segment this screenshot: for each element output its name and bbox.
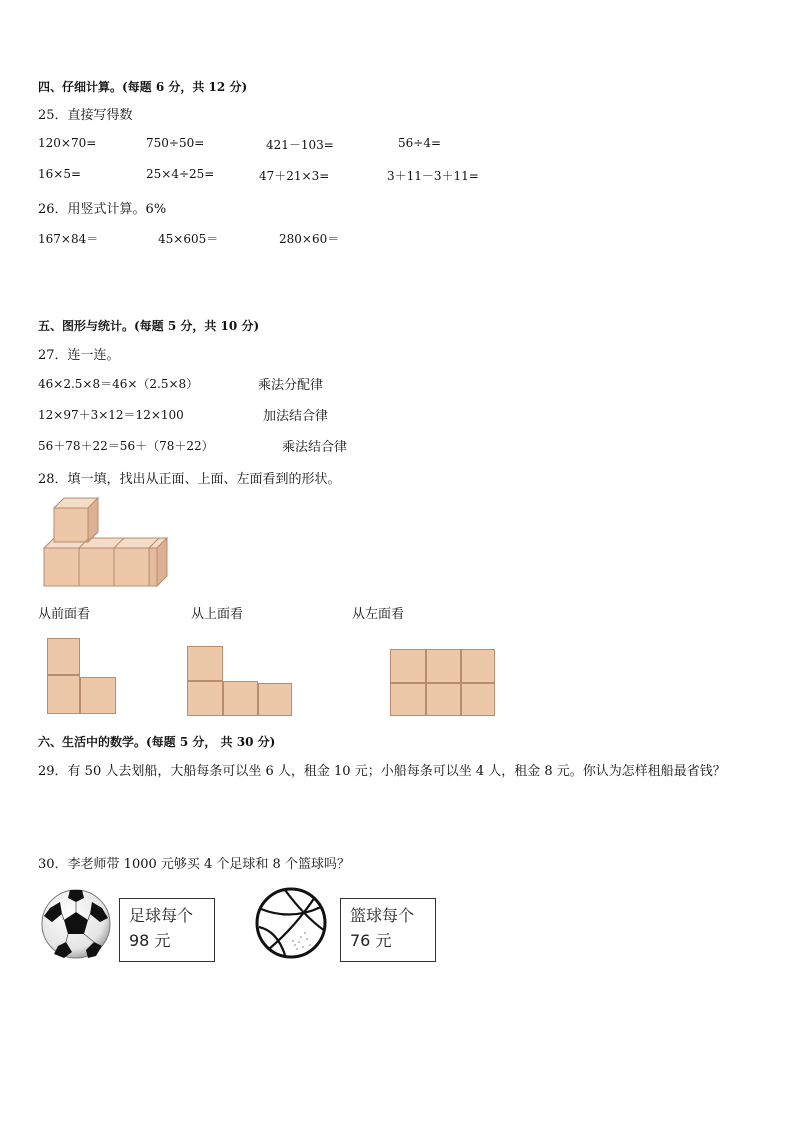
top-view-square — [187, 646, 223, 681]
exercise-16x5: 16×5= — [38, 167, 82, 181]
equation-3: 56＋78＋22＝56＋（78＋22） — [38, 439, 214, 453]
top-view-square — [187, 681, 223, 716]
exercise-120x70: 120×70= — [38, 136, 97, 150]
section4-title: 四、仔细计算。(每题 6 分，共 12 分) — [38, 80, 248, 94]
exercise-3plus11: 3＋11－3＋11= — [387, 169, 479, 183]
law-multiplication-associative: 乘法结合律 — [282, 440, 348, 455]
soccer-price-label: 足球每个 — [129, 906, 194, 925]
view-top-label: 从上面看 — [191, 607, 244, 622]
top-view-square — [223, 681, 258, 716]
exercise-47plus21x3: 47＋21×3= — [259, 169, 330, 183]
section6-title: 六、生活中的数学。(每题 5 分， 共 30 分) — [38, 735, 276, 749]
left-view-square — [390, 683, 426, 716]
left-view-square — [426, 649, 461, 683]
front-view-square — [80, 677, 116, 714]
exercise-421minus103: 421－103= — [266, 138, 334, 152]
exercise-25x4div25: 25×4÷25= — [146, 167, 215, 181]
question-29: 29．有 50 人去划船，大船每条可以坐 6 人，租金 10 元；小船每条可以坐 4 人，租金 8 元。你认为怎样租船最省钱？ — [38, 764, 726, 779]
front-view-square — [47, 675, 80, 714]
cube-stack-figure — [40, 496, 175, 590]
question-27: 27．连一连。 — [38, 348, 120, 363]
question-30: 30．李老师带 1000 元够买 4 个足球和 8 个篮球吗？ — [38, 857, 350, 872]
section5-title: 五、图形与统计。(每题 5 分，共 10 分) — [38, 319, 260, 333]
question-26: 26．用竖式计算。6% — [38, 202, 167, 217]
equation-1: 46×2.5×8＝46×（2.5×8） — [38, 377, 199, 391]
soccer-price-value: 98 元 — [129, 931, 171, 950]
left-view-square — [426, 683, 461, 716]
left-view-square — [390, 649, 426, 683]
basketball-price-label: 篮球每个 — [350, 906, 415, 925]
top-view-square — [258, 683, 292, 716]
front-view-square — [47, 638, 80, 675]
question-28: 28．填一填，找出从正面、上面、左面看到的形状。 — [38, 472, 341, 487]
exercise-45x605: 45×605＝ — [158, 232, 219, 246]
basketball-price-box — [340, 898, 436, 962]
law-addition-associative: 加法结合律 — [263, 409, 329, 424]
question-25: 25．直接写得数 — [38, 108, 133, 123]
left-view-square — [461, 649, 495, 683]
basketball-price-value: 76 元 — [350, 931, 392, 950]
law-distributive: 乘法分配律 — [258, 378, 324, 393]
view-left-label: 从左面看 — [352, 607, 405, 622]
left-view-square — [461, 683, 495, 716]
exercise-750div50: 750÷50= — [146, 136, 205, 150]
soccer-price-box — [119, 898, 215, 962]
basketball-icon — [255, 887, 327, 959]
view-front-label: 从前面看 — [38, 607, 91, 622]
equation-2: 12×97＋3×12＝12×100 — [38, 408, 184, 422]
exercise-56div4: 56÷4= — [398, 136, 442, 150]
exercise-280x60: 280×60＝ — [279, 232, 340, 246]
soccer-ball-icon — [40, 888, 112, 960]
exercise-167x84: 167×84＝ — [38, 232, 99, 246]
